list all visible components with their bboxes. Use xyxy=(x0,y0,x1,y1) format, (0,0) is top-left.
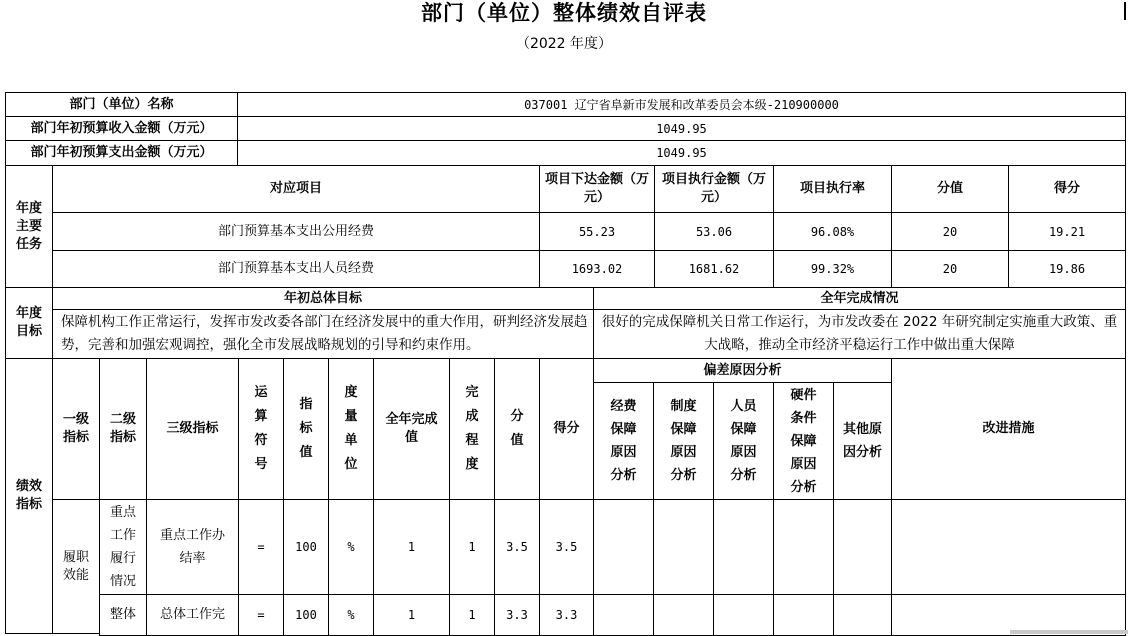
expense-label: 部门年初预算支出金额（万元） xyxy=(5,140,238,166)
tasks-col-rate: 项目执行率 xyxy=(773,165,892,213)
task-row-2-allocated: 1693.02 xyxy=(539,250,655,288)
row-1-level2: 重点工作履行情况 xyxy=(99,499,147,595)
row-1-dev-other xyxy=(833,499,892,595)
row-1-improvement xyxy=(891,499,1126,595)
col-level3: 三级指标 xyxy=(146,358,239,500)
col-dev-system: 制度保障原因分析 xyxy=(653,382,714,500)
row-1-dev-system xyxy=(653,499,714,595)
row-2-score: 3.3 xyxy=(539,594,594,636)
task-row-2-score: 19.86 xyxy=(1008,250,1126,288)
goals-initial-header: 年初总体目标 xyxy=(52,287,594,310)
tasks-col-allocated: 项目下达金额（万元） xyxy=(539,165,655,213)
row-2-dev-funding xyxy=(593,594,654,636)
col-improvement: 改进措施 xyxy=(891,358,1126,500)
task-row-2-project: 部门预算基本支出人员经费 xyxy=(52,250,540,288)
task-row-1-allocated: 55.23 xyxy=(539,212,655,251)
income-label: 部门年初预算收入金额（万元） xyxy=(5,116,238,141)
task-row-2-executed: 1681.62 xyxy=(654,250,774,288)
col-actual: 全年完成值 xyxy=(373,358,450,500)
dept-label: 部门（单位）名称 xyxy=(5,92,238,117)
row-1-unit: % xyxy=(328,499,374,595)
corner-mark xyxy=(1124,2,1126,20)
col-level1: 一级指标 xyxy=(52,358,100,500)
row-2-target: 100 xyxy=(283,594,329,636)
row-1-actual: 1 xyxy=(373,499,450,595)
expense-value: 1049.95 xyxy=(237,140,1126,166)
row-2-score-value: 3.3 xyxy=(494,594,540,636)
task-row-1-executed: 53.06 xyxy=(654,212,774,251)
col-dev-hardware: 硬件条件保障原因分析 xyxy=(773,382,834,500)
row-2-dev-other xyxy=(833,594,892,636)
row-2-level2: 整体 xyxy=(99,594,147,636)
row-1-level3: 重点工作办结率 xyxy=(146,499,239,595)
row-1-score: 3.5 xyxy=(539,499,594,595)
dept-value: 037001 辽宁省阜新市发展和改革委员会本级-210900000 xyxy=(237,92,1126,117)
page-title: 部门（单位）整体绩效自评表 xyxy=(421,1,707,25)
goals-completion-header: 全年完成情况 xyxy=(593,287,1126,310)
row-1-dev-staff xyxy=(713,499,774,595)
row-2-actual: 1 xyxy=(373,594,450,636)
tasks-col-score: 得分 xyxy=(1008,165,1126,213)
task-row-2-score-value: 20 xyxy=(891,250,1009,288)
col-dev-staff: 人员保障原因分析 xyxy=(713,382,774,500)
col-score-value: 分值 xyxy=(494,358,540,500)
task-row-2-rate: 99.32% xyxy=(773,250,892,288)
row-2-completion: 1 xyxy=(449,594,495,636)
tasks-side-label: 年度主要任务 xyxy=(5,165,53,288)
col-dev-other: 其他原因分析 xyxy=(833,382,892,500)
tasks-col-executed: 项目执行金额（万元） xyxy=(654,165,774,213)
col-score: 得分 xyxy=(539,358,594,500)
row-2-dev-staff xyxy=(713,594,774,636)
goals-initial-text: 保障机构工作正常运行，发挥市发改委各部门在经济发展中的重大作用，研判经济发展趋势，完善和加强宏观调控，强化全市发展战略规划的引导和约束作用。 xyxy=(52,309,594,359)
row-2-unit: % xyxy=(328,594,374,636)
row-1-operator: = xyxy=(238,499,284,595)
col-unit: 度量单位 xyxy=(328,358,374,500)
col-dev-funding: 经费保障原因分析 xyxy=(593,382,654,500)
tasks-col-project: 对应项目 xyxy=(52,165,540,213)
col-target: 指标值 xyxy=(283,358,329,500)
row-1-score-value: 3.5 xyxy=(494,499,540,595)
col-level2: 二级指标 xyxy=(99,358,147,500)
row-1-target: 100 xyxy=(283,499,329,595)
row-2-dev-hardware xyxy=(773,594,834,636)
row-1-dev-funding xyxy=(593,499,654,595)
task-row-1-score: 19.21 xyxy=(1008,212,1126,251)
col-completion: 完成程度 xyxy=(449,358,495,500)
row-2-dev-system xyxy=(653,594,714,636)
tasks-col-score-value: 分值 xyxy=(891,165,1009,213)
page-subtitle: （2022 年度） xyxy=(515,36,613,52)
row-1-dev-hardware xyxy=(773,499,834,595)
row-1-completion: 1 xyxy=(449,499,495,595)
level1-value: 履职效能 xyxy=(52,499,100,634)
task-row-1-rate: 96.08% xyxy=(773,212,892,251)
task-row-1-score-value: 20 xyxy=(891,212,1009,251)
goals-completion-text: 很好的完成保障机关日常工作运行，为市发改委在 2022 年研究制定实施重大政策、重大战略，推动全市经济平稳运行工作中做出重大保障 xyxy=(593,309,1126,359)
col-deviation-group: 偏差原因分析 xyxy=(593,358,892,383)
col-operator: 运算符号 xyxy=(238,358,284,500)
task-row-1-project: 部门预算基本支出公用经费 xyxy=(52,212,540,251)
income-value: 1049.95 xyxy=(237,116,1126,141)
row-2-level3: 总体工作完 xyxy=(146,594,239,636)
row-2-operator: = xyxy=(238,594,284,636)
goals-side-label: 年度目标 xyxy=(5,287,53,359)
indicators-side-label: 绩效指标 xyxy=(5,358,53,634)
page-edge-mark xyxy=(1010,630,1128,634)
